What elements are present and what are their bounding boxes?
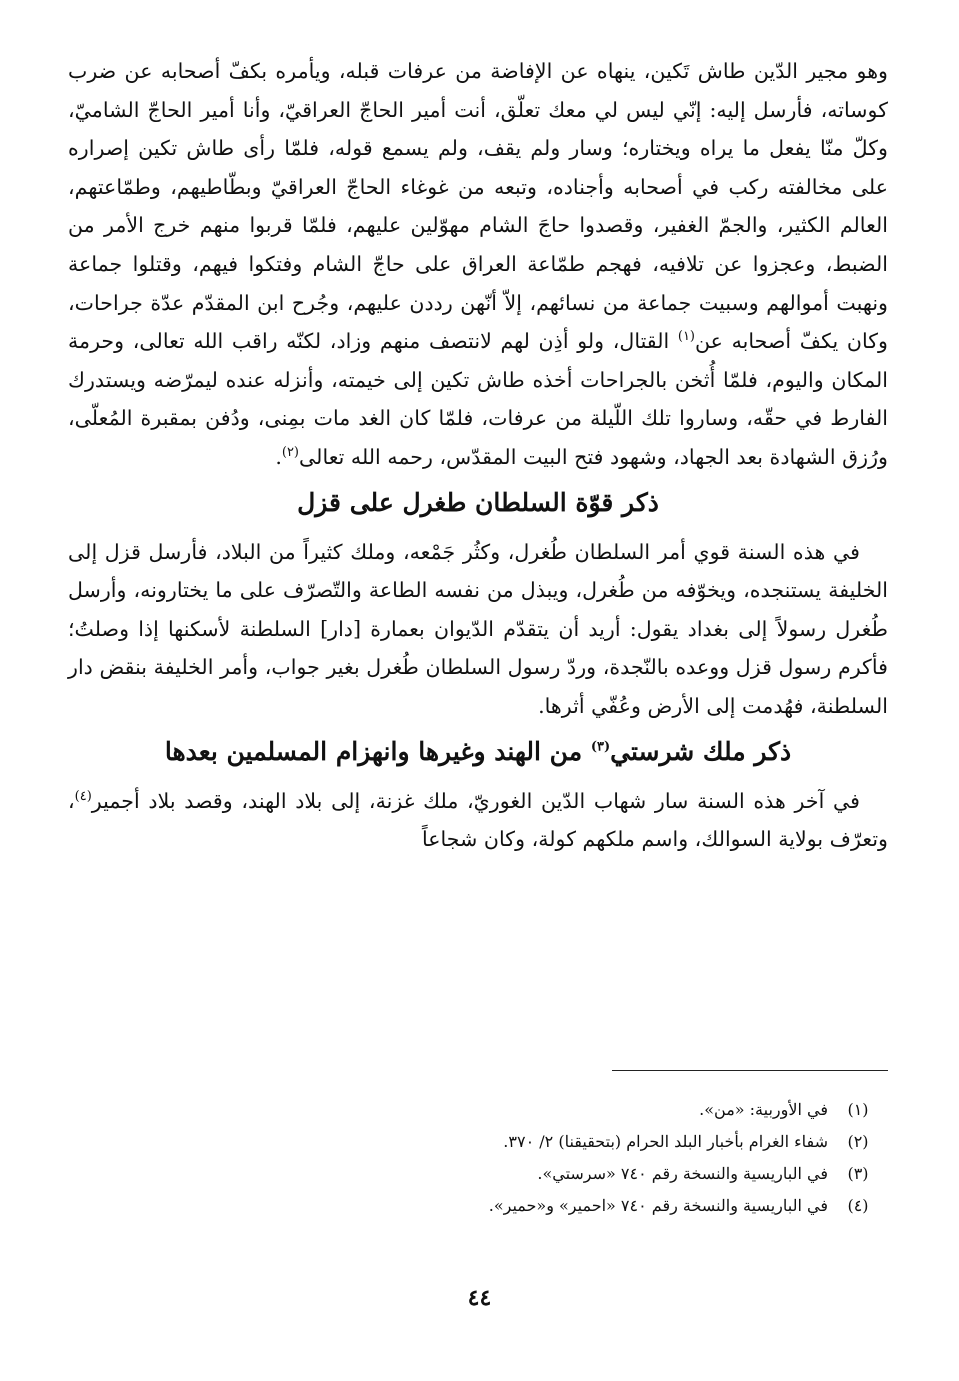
- footnote-text: شفاء الغرام بأخبار البلد الحرام (بتحقيقنا) ٢/ ٣٧٠.: [503, 1132, 828, 1151]
- footnote-ref-1[interactable]: (١): [677, 329, 695, 345]
- footnote-item: [68, 1158, 888, 1190]
- section-heading-sharasti: [68, 732, 888, 772]
- footnote-separator: [612, 1070, 888, 1071]
- paragraph-3: [68, 782, 888, 859]
- paragraph-1-text-mid: القتال، ولو أذِن لهم لانتصف منهم وزاد، لكنّه راقب الله تعالى، وحرمة المكان واليوم، فلمّا أُثخن بالجراحات أخذه طاش تكين إلى خيمته، وأنزله عنده ليمرّضه ويستدرك الفارط في حقّه، وساروا تلك اللّيلة من عرفات، فلمّا كان الغد مات بمِنى، ودُفن بمقبرة المُعلّى، ورُزق الشهادة بعد الجهاد، وشهود فتح البيت المقدّس، رحمه الله تعالى: [68, 329, 888, 469]
- footnote-ref-4[interactable]: (٤): [74, 788, 92, 804]
- paragraph-2-text: في هذه السنة قوي أمر السلطان طُغرل، وكثُر جَمْعه، وملك كثيراً من البلاد، فأرسل قزل إلى الخليفة يستنجده، ويخوّفه من طُغرل، ويبذل من نفسه الطاعة والتّصرّف على ما يختارونه، وأرسل طُغرل رسولاً إلى بغداد يقول: أريد أن يتقدّم الدّيوان بعمارة [دار] السلطنة لأسكنها إذا وصلتُ؛ فأكرم رسول قزل ووعده بالنّجدة، وردّ رسول السلطان طُغرل بغير جواب، وأمر الخليفة بنقض دار السلطنة، فهُدمت إلى الأرض وعُفّي أثرها.: [68, 539, 888, 718]
- page-body: [68, 52, 888, 859]
- footnote-text: في الباريسية والنسخة رقم ٧٤٠ «سرستي».: [537, 1164, 828, 1183]
- paragraph-1-text-end: .: [275, 444, 282, 469]
- heading-1-text: ذكر قوّة السلطان طغرل على قزل: [297, 487, 659, 517]
- footnote-ref-2[interactable]: (٢): [281, 445, 299, 461]
- heading-2-text-a: ذكر ملك شرستي: [610, 736, 792, 766]
- footnote-text: في الباريسية والنسخة رقم ٧٤٠ «احمير» و«حمير».: [488, 1196, 828, 1215]
- footnote-item: [68, 1126, 888, 1158]
- footnote-number: (٣): [847, 1164, 869, 1183]
- footnote-number: (١): [847, 1100, 869, 1119]
- footnote-item: [68, 1190, 888, 1222]
- paragraph-3-text-b: ، وتعرّف بولاية السوالك، واسم ملكهم كولة، وكان شجاعاً: [68, 788, 888, 852]
- paragraph-1: [68, 52, 888, 477]
- paragraph-3-text-a: في آخر هذه السنة سار شهاب الدّين الغوريّ، ملك غزنة، إلى بلاد الهند، وقصد بلاد أجمير: [91, 788, 860, 813]
- heading-2-text-b: من الهند وغيرها وانهزام المسلمين بعدها: [164, 736, 591, 766]
- paragraph-1-text: وهو مجير الدّين طاش تَكين، ينهاه عن الإفاضة من عرفات قبله، ويأمره بكفّ أصحابه عن ضرب كوساته، فأرسل إليه: إنّي ليس لي معك تعلّق، أنت أمير الحاجّ العراقيّ، وأنا أمير الحاجّ الشاميّ، وكلّ منّا يفعل ما يراه ويختاره؛ وسار ولم يقف، ولم يسمع قوله، فلمّا رأى طاش تكين إصراره على مخالفته ركب في أصحابه وأجناده، وتبعه من غوغاء الحاجّ العراقيّ وبطّاطيهم، وطمّاعتهم، العالم الكثير، والجمّ الغفير، وقصدوا حاجَ الشام مهوّلين عليهم، فلمّا قربوا منهم خرج الأمر من الضبط، وعجزوا عن تلافيه، فهجم طمّاعة العراق على حاجّ الشام وفتكوا فيهم، وقتلوا جماعة ونهبت أموالهم وسبيت جماعة من نسائهم، إلاّ أنّهن رددن عليهم، وجُرح ابن المقدّم عدّة جراحات، وكان يكفّ أصحابه عن: [68, 59, 888, 354]
- footnote-number: (٤): [847, 1196, 869, 1215]
- footnote-ref-3[interactable]: (٣): [590, 739, 611, 755]
- footnotes-list: [68, 1094, 888, 1222]
- footnote-item: [68, 1094, 888, 1126]
- footnote-text: في الأوربية: «من».: [699, 1100, 828, 1119]
- section-heading-tughril: [68, 483, 888, 523]
- page-number: ٤٤: [467, 1285, 492, 1311]
- paragraph-2: [68, 533, 888, 726]
- footnote-number: (٢): [847, 1132, 869, 1151]
